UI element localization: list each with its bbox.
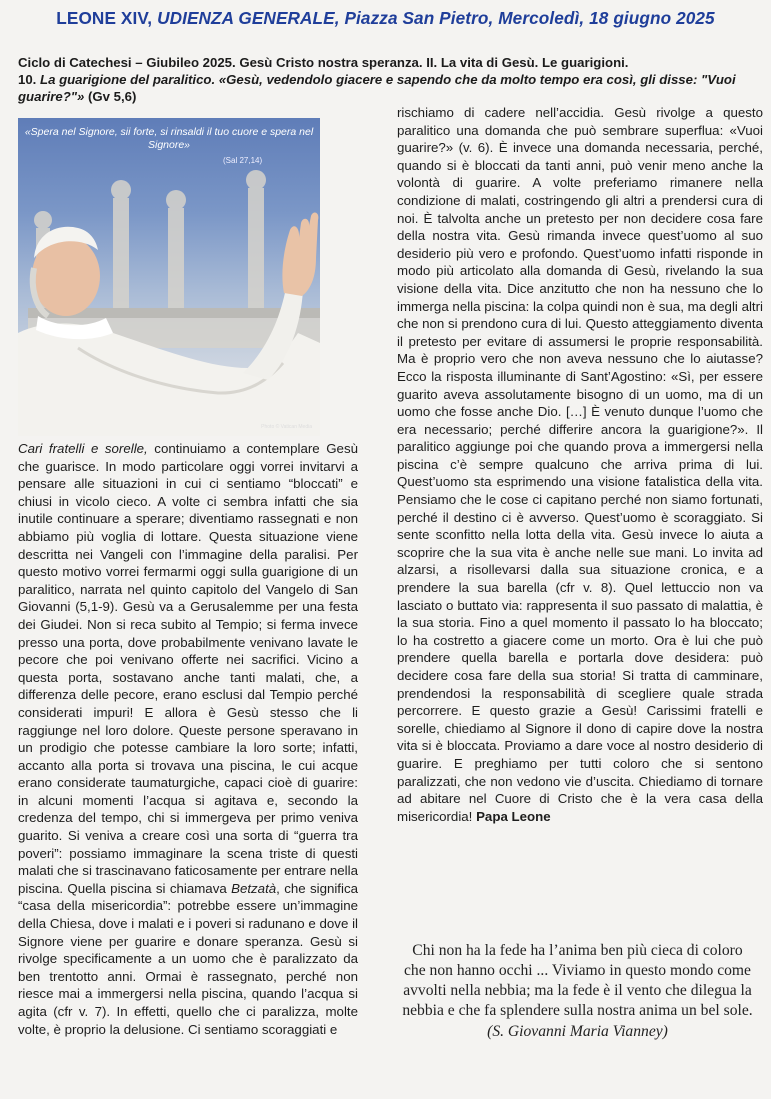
header-place: Piazza San Pietro, Mercoledì, 18 giugno 2025 [344,8,715,28]
closing-quote-text: Chi non ha la fede ha l’anima ben più cieca di coloro che non hanno occhi ... Viviamo in questo mondo come avvolti nella nebbia; ma la fede è il vento che dilegua la nebbia e che fa splendere sulla nostra anima un bel sole. [402,942,753,1019]
betzata-word: Betzatà [231,880,277,896]
series-title: Ciclo di Catechesi – Giubileo 2025. Gesù Cristo nostra speranza. II. La vita di Gesù. Le guarigioni. [18,55,629,70]
body-text-continued: rischiamo di cadere nell’accidia. Gesù rivolge a questo paralitico una domanda che può sembrare superflua: «Vuoi guarire?» (v. 6). È invece una domanda necessaria, perché, quando si è bloccati da tanti anni, può venir meno anche la volontà di guarire. A volte preferiamo rimanere nella condizione di malati, costringendo gli altri a prendersi cura di noi. È talvolta anche un pretesto per non decidere cosa fare della nostra vita. Gesù rimanda invece quest’uomo al suo desiderio più vero e profondo. Quest’uomo infatti risponde in modo più articolato alla domanda di Gesù, rivelando la sua visione della vita. Dice anzitutto che non ha nessuno che lo immerga nella piscina: la colpa quindi non è sua, ma degli altri che non si prendono cura di lui. Questo atteggiamento diventa il pretesto per evitare di assumersi le proprie responsabilità. Ma è proprio vero che non aveva nessuno che lo aiutasse? Ecco la risposta illuminante di Sant’Agostino: «Sì, per essere guarito aveva assolutamente bisogno di un uomo, ma di un uomo che fosse anche Dio. […] È venuto dunque l’uomo che era necessario; perché differire ancora la guarigione?». Il paralitico aggiunge poi che quando prova a immergersi nella piscina c’è sempre qualcuno che arriva prima di lui. Quest’uomo sta esprimendo una visione fatalistica della vita. Pensiamo che le cose ci capitano perché non siamo fortunati, perché il destino ci è avverso. Quest’uomo è scoraggiato. Si sente sconfitto nella lotta della vita. Gesù invece lo aiuta a scoprire che la sua vita è anche nelle sue mani. Lo invita ad alzarsi, a risollevarsi dalla sua situazione cronica, e a prendere la sua barella (cfr v. 8). Quel lettuccio non va lasciato o buttato via: rappresenta il suo passato di malattia, è la sua storia. Fino a quel momento il passato lo ha bloccato; lo ha costretto a giacere come un morto. Ora è lui che può prendere quella barella e portarla dove desidera: può decidere cosa fare della sua storia! Si tratta di camminare, prendendosi la responsabilità di scegliere quale strada percorrere. E questo grazie a Gesù! Carissimi fratelli e sorelle, chiediamo al Signore il dono di capire dove la nostra vita si è bloccata. Proviamo a dare voce al nostro desiderio di guarire. E preghiamo per tutti coloro che si sentono paralizzati, che non vedono vie d’uscita. Chiediamo di tornare ad abitare nel Cuore di Cristo che è la vera casa della misericordia! [397,105,763,824]
closing-quote [400,941,755,1042]
photo-quote-ref: (Sal 27,14) [223,156,263,165]
body-text-part2: , che significa “casa della misericordia”: potrebbe essere un’immagine della Chiesa, dove i malati e i poveri si radunano e dove il Signore viene per guarire e donare speranza. Gesù si rivolge specificamente a un uomo che è paralizzato da ben trentotto anni. Ormai è rassegnato, perché non riesce mai a immergersi nella piscina, quando l’acqua si agita (cfr v. 7). In effetti, quello che ci paralizza, molte volte, è proprio la delusione. Ci sentiamo scoraggiati e [18,880,359,1037]
header-author: LEONE XIV, [56,8,153,28]
catechesis-subtitle: La guarigione del paralitico. «Gesù, vedendolo giacere e sapendo che da molto tempo era così, gli disse: "Vuoi guarire?"» [18,72,736,104]
left-paragraph [18,440,358,1038]
catechesis-intro [18,54,758,105]
greeting: Cari fratelli e sorelle, [18,441,148,456]
signature: Papa Leone [476,808,551,824]
header-title: UDIENZA GENERALE, [157,8,340,28]
left-column [18,440,358,1038]
right-paragraph [397,104,763,825]
page-header [0,8,771,29]
photo-credit: Photo © Vatican Media [261,424,312,430]
catechesis-number: 10. [18,72,37,87]
photo-quote: «Spera nel Signore, sii forte, si rinsaldi il tuo cuore e spera nel Signore» [24,126,314,151]
pope-illustration [18,118,320,436]
pope-photo [18,118,320,436]
body-text-part1: continuiamo a contemplare Gesù che guarisce. In modo particolare oggi vorrei invitarvi a pensare alle situazioni in cui ci sentiamo “bloccati” e chiusi in vicolo cieco. A volte ci sembra infatti che sia inutile continuare a sperare; diventiamo rassegnati e non abbiamo più voglia di lottare. Questa situazione viene descritta nei Vangeli con l’immagine della paralisi. Per questo motivo vorrei fermarmi oggi sulla guarigione di un paralitico, narrata nel quinto capitolo del Vangelo di San Giovanni (5,1-9). Gesù va a Gerusalemme per una festa dei Giudei. Non si reca subito al Tempio; si ferma invece presso una porta, dove probabilmente venivano lavate le pecore che poi venivano offerte nei sacrifici. Vicino a questa porta, sostavano anche tanti malati, che, a differenza delle pecore, erano esclusi dal Tempio perché considerati impuri! E allora è Gesù stesso che li raggiunge nel loro dolore. Queste persone speravano in un prodigio che potesse cambiare la loro sorte; infatti, accanto alla porta si trovava una piscina, le cui acque erano considerate taumaturgiche, capaci cioè di guarire: in alcuni momenti l’acqua si agitava e, secondo la credenza del tempo, chi si immergeva per primo veniva guarito. Si veniva a creare così una sorta di “guerra tra poveri”: possiamo immaginare la scena triste di questi malati che si trascinavano faticosamente per entrare nella piscina. Quella piscina si chiamava [18,441,358,896]
closing-quote-author: (S. Giovanni Maria Vianney) [487,1023,668,1040]
gospel-reference: (Gv 5,6) [88,89,137,104]
right-column [397,104,763,825]
